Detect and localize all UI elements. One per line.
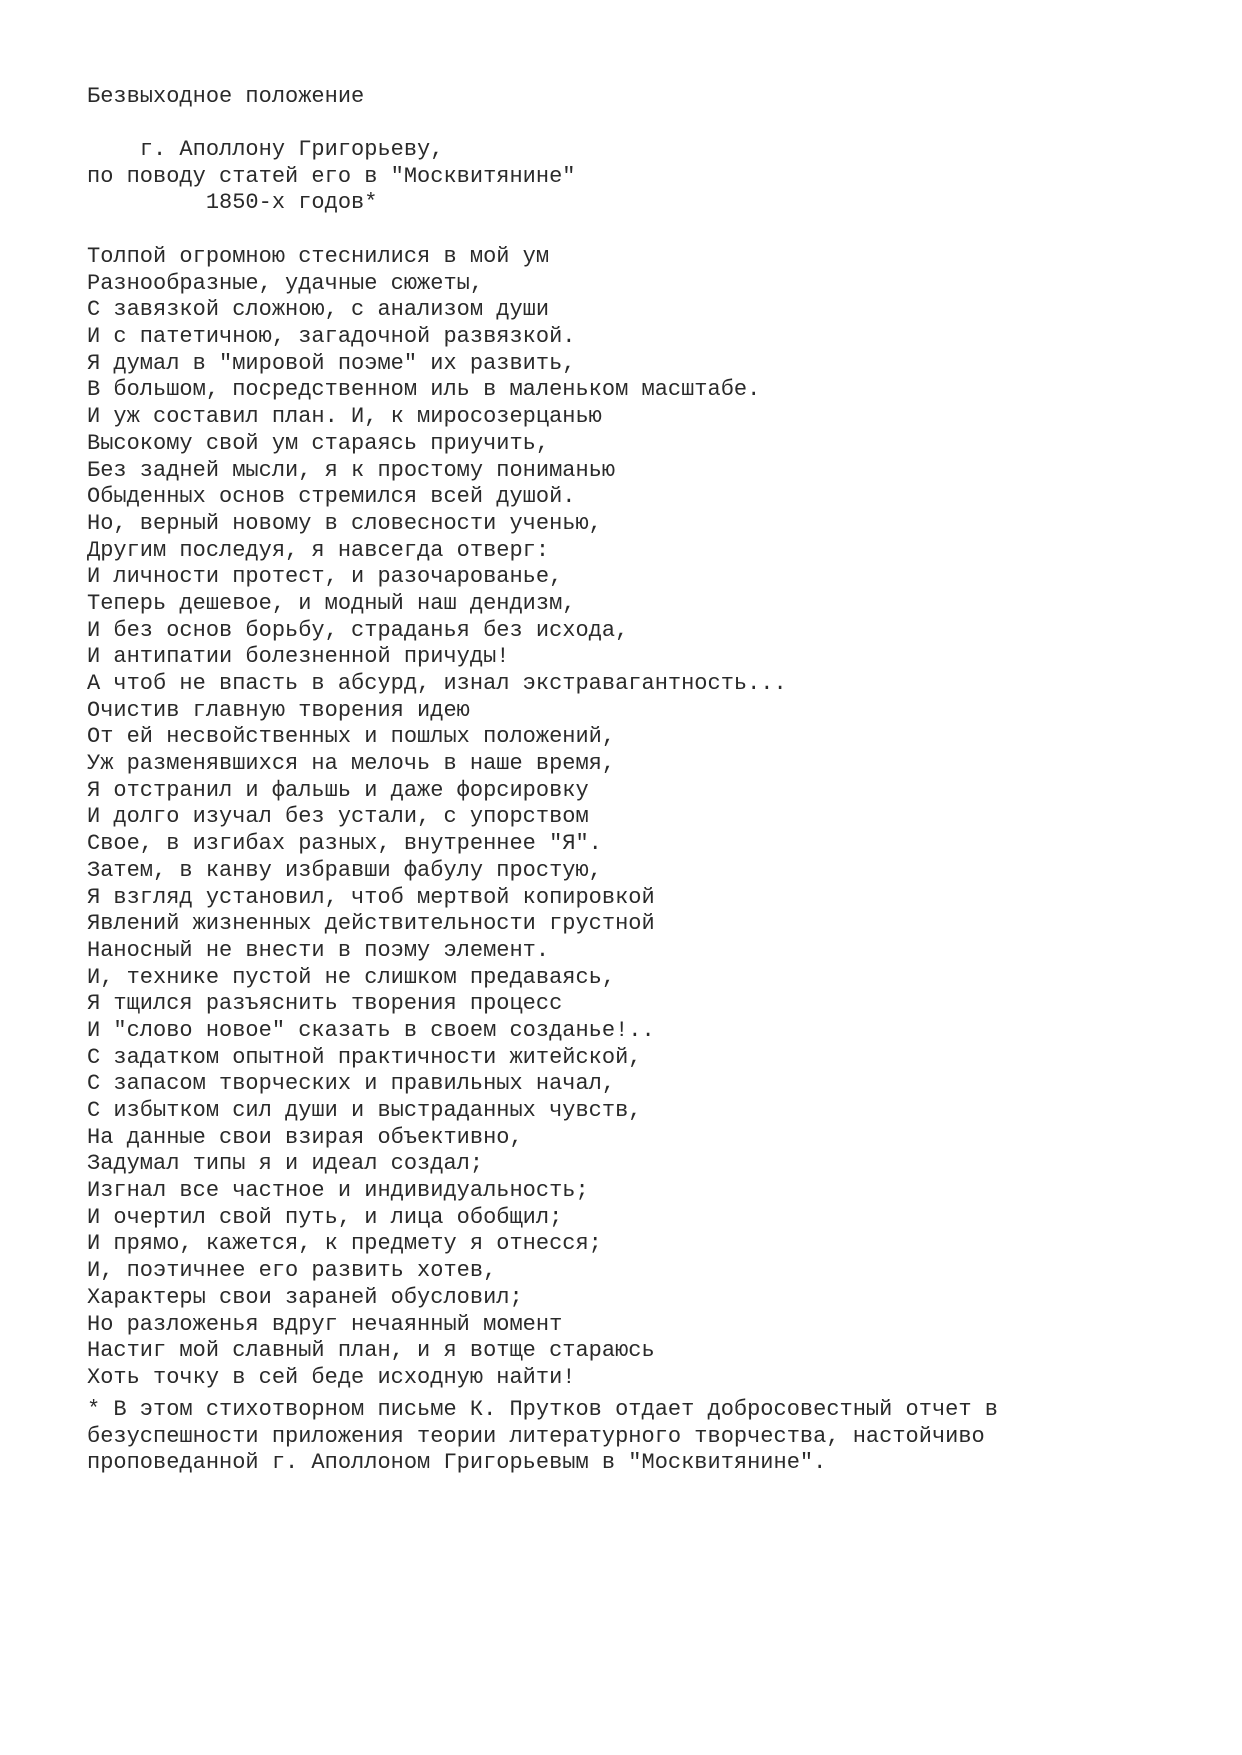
poem-line: И прямо, кажется, к предмету я отнесся; [87, 1231, 602, 1257]
poem-line: Я взгляд установил, чтоб мертвой копировкой [87, 884, 655, 910]
poem-line: Высокому свой ум стараясь приучить, [87, 430, 550, 456]
poem-line: С избытком сил души и выстраданных чувств, [87, 1098, 642, 1123]
footnote [87, 1397, 998, 1477]
poem-line: И личности протест, и разочарованье, [87, 564, 563, 590]
poem-line: А чтоб не впасть в абсурд, изнал экстравагантность... [87, 671, 787, 696]
poem-line: Я тщился разъяснить творения процесс [87, 991, 563, 1017]
poem-line: Очистив главную творения идею [87, 697, 470, 723]
poem-line: Уж разменявшихся на мелочь в наше время, [87, 751, 616, 777]
poem-body [87, 244, 787, 1392]
poem-line: Другим последуя, я навсегда отверг: [87, 537, 550, 563]
poem-line: Задумал типы я и идеал создал; [87, 1151, 484, 1177]
poem-line: С завязкой сложною, с анализом души [87, 297, 550, 323]
poem-line: И антипатии болезненной причуды! [87, 644, 510, 670]
footnote-line: * В этом стихотворном письме К. Прутков отдает добросовестный отчет в [87, 1397, 998, 1422]
poem-line: Явлений жизненных действительности грустной [87, 911, 655, 937]
footnote-line: безуспешности приложения теории литературного творчества, настойчиво [87, 1423, 985, 1449]
dedication [87, 137, 575, 217]
poem-line: И без основ борьбу, страданья без исхода, [87, 617, 629, 643]
poem-line: Хоть точку в сей беде исходную найти! [87, 1364, 576, 1390]
poem-line: И уж составил план. И, к миросозерцанью [87, 404, 602, 430]
footnote-line: проповеданной г. Аполлоном Григорьевым в "Москвитянине". [87, 1450, 827, 1476]
poem-line: С задатком опытной практичности житейской, [87, 1044, 642, 1070]
poem-line: И "слово новое" сказать в своем созданье!.. [87, 1017, 655, 1043]
poem-line: Но разложенья вдруг нечаянный момент [87, 1311, 563, 1337]
poem-line: От ей несвойственных и пошлых положений, [87, 724, 616, 750]
poem-line: И очертил свой путь, и лица обобщил; [87, 1204, 563, 1230]
poem-line: Характеры свои зараней обусловил; [87, 1284, 523, 1310]
poem-line: Я думал в "мировой поэме" их развить, [87, 350, 576, 376]
poem-line: На данные свои взирая объективно, [87, 1124, 523, 1150]
poem-line: Обыденных основ стремился всей душой. [87, 484, 576, 510]
poem-line: Наносный не внести в поэму элемент. [87, 937, 550, 963]
dedication-line: по поводу статей его в "Москвитянине" [87, 163, 576, 189]
poem-line: Без задней мысли, я к простому пониманью [87, 457, 616, 483]
dedication-line: г. Аполлону Григорьеву, [87, 137, 444, 162]
poem-line: Свое, в изгибах разных, внутреннее "Я". [87, 831, 602, 857]
poem-line: Теперь дешевое, и модный наш дендизм, [87, 590, 576, 616]
poem-line: Изгнал все частное и индивидуальность; [87, 1178, 589, 1204]
poem-title: Безвыходное положение [87, 84, 365, 109]
poem-line: Настиг мой славный план, и я вотще стараюсь [87, 1338, 655, 1364]
poem-line: Я отстранил и фальшь и даже форсировку [87, 777, 589, 803]
poem-line: В большом, посредственном иль в маленьком масштабе. [87, 377, 761, 403]
poem-line: И с патетичною, загадочной развязкой. [87, 324, 576, 350]
poem-line: И, поэтичнее его развить хотев, [87, 1258, 497, 1284]
dedication-line: 1850-х годов* [87, 190, 378, 216]
poem-line: Толпой огромною стеснилися в мой ум [87, 244, 550, 269]
poem-line: И, технике пустой не слишком предаваясь, [87, 964, 616, 990]
poem-line: Но, верный новому в словесности ученью, [87, 510, 602, 536]
poem-line: И долго изучал без устали, с упорством [87, 804, 589, 830]
poem-line: Разнообразные, удачные сюжеты, [87, 270, 484, 296]
poem-line: С запасом творческих и правильных начал, [87, 1071, 616, 1097]
poem-line: Затем, в канву избравши фабулу простую, [87, 857, 602, 883]
